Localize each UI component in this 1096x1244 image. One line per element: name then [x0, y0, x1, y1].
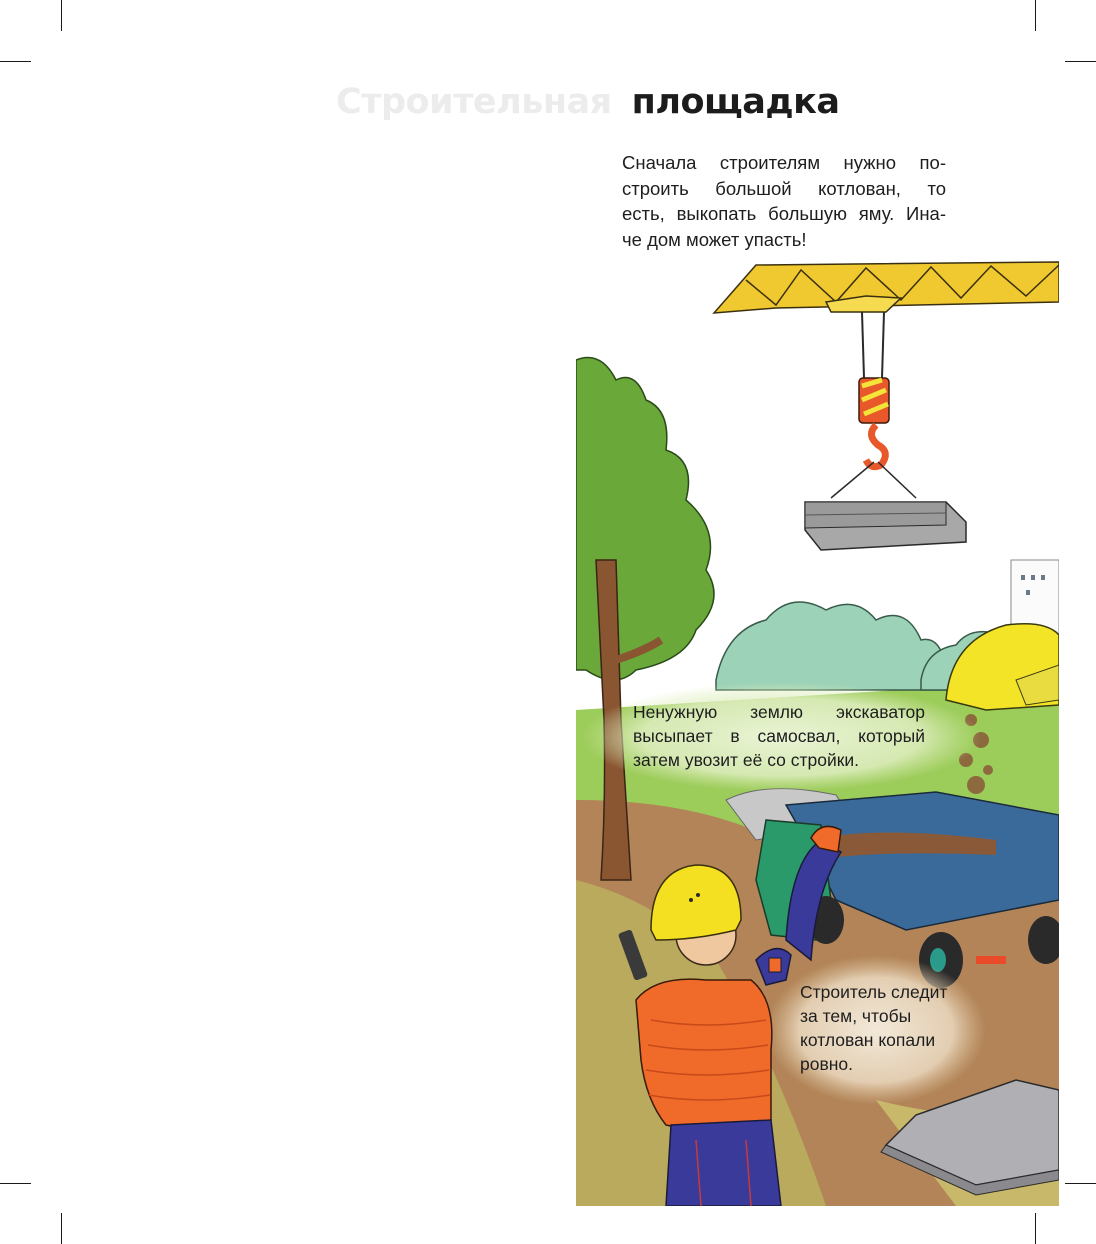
page-title-dark: площадка	[631, 82, 840, 122]
page-title	[336, 82, 839, 122]
crane-jib	[714, 262, 1059, 378]
intro-line: че дом может упасть!	[622, 228, 807, 250]
crop-mark-bottom-left-v	[61, 1213, 62, 1244]
concrete-slab-hanging	[805, 502, 966, 550]
intro-line: есть, выкопать большую яму. Ина-	[622, 203, 946, 224]
crop-mark-bottom-right-h	[1065, 1183, 1096, 1184]
intro-paragraph	[622, 150, 946, 252]
crop-mark-top-left-v	[61, 0, 62, 31]
excavator-caption: Ненужную землю экскаватор высыпает в самосвал, который затем увозит её со стройки.	[633, 702, 925, 770]
crop-mark-bottom-left-h	[0, 1183, 31, 1184]
crop-mark-bottom-right-v	[1035, 1213, 1036, 1244]
excavator-bucket	[946, 624, 1059, 710]
page-title-light: Строительная	[336, 82, 612, 122]
worker-caption: Строитель следит за тем, чтобы котлован копали ровно.	[800, 982, 948, 1074]
crop-mark-top-left-h	[0, 61, 31, 62]
intro-line: строить большой котлован, то	[622, 177, 946, 199]
crop-mark-top-right-v	[1035, 0, 1036, 31]
crop-mark-top-right-h	[1065, 61, 1096, 62]
crane-hook	[831, 378, 916, 498]
intro-line: Сначала строителям нужно по-	[622, 152, 946, 173]
